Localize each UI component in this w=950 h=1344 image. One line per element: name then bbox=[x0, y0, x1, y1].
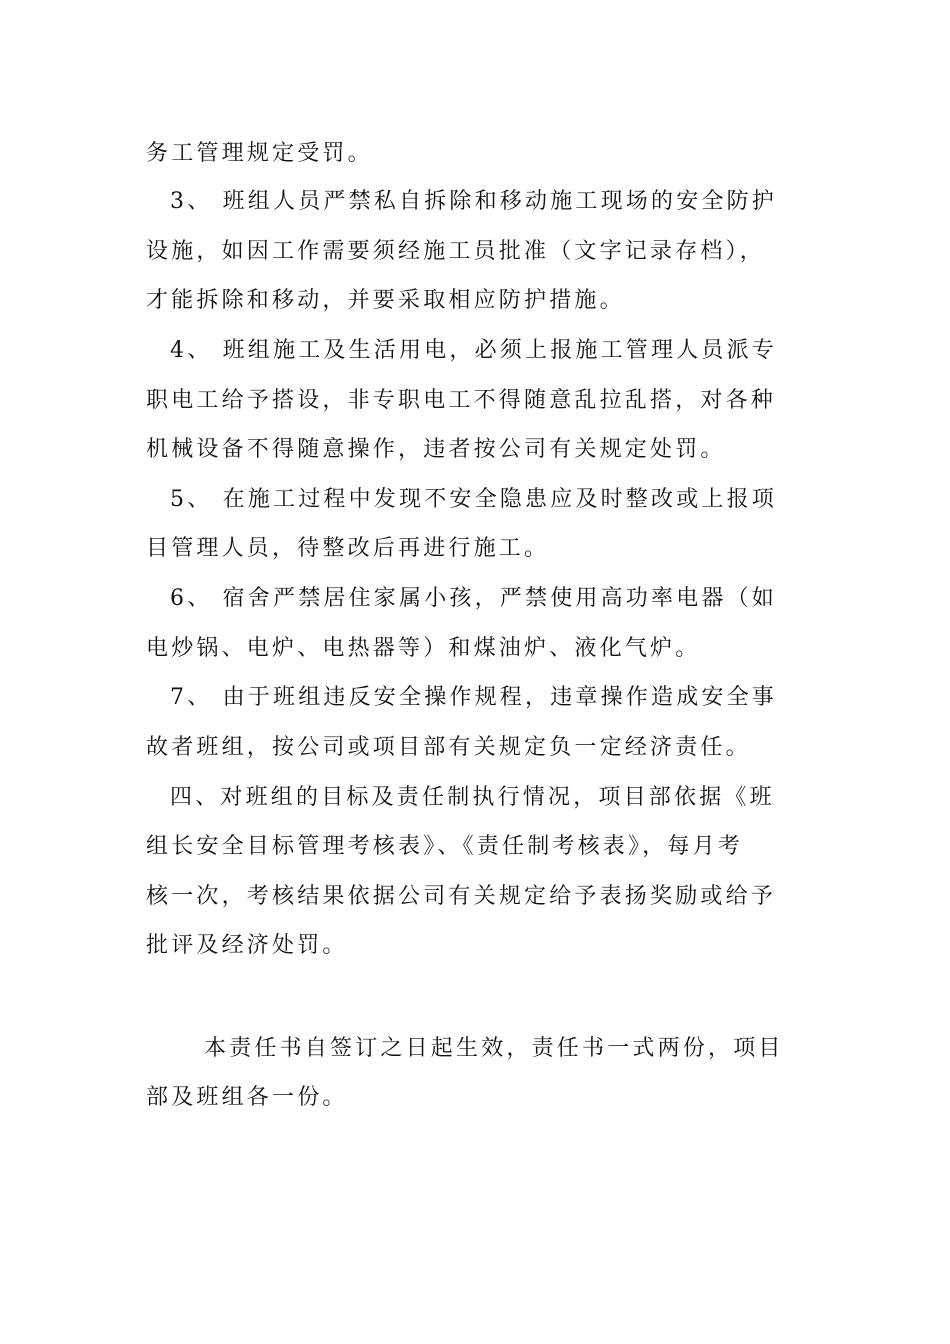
text-line: 4、 班组施工及生活用电，必须上报施工管理人员派专 bbox=[170, 338, 777, 363]
text-line: 批评及经济处罚。 bbox=[146, 933, 348, 958]
text-line: 核一次，考核结果依据公司有关规定给予表扬奖励或给予 bbox=[146, 884, 777, 909]
text-line: 部及班组各一份。 bbox=[146, 1085, 348, 1110]
text-line: 职电工给予搭设，非专职电工不得随意乱拉乱搭，对各种 bbox=[146, 388, 777, 413]
text-line: 本责任书自签订之日起生效，责任书一式两份，项目 bbox=[204, 1036, 784, 1061]
text-line: 机械设备不得随意操作，违者按公司有关规定处罚。 bbox=[146, 437, 726, 462]
text-line: 故者班组，按公司或项目部有关规定负一定经济责任。 bbox=[146, 735, 751, 760]
text-line: 务工管理规定受罚。 bbox=[146, 141, 373, 166]
text-line: 7、 由于班组违反安全操作规程，违章操作造成安全事 bbox=[170, 685, 777, 710]
text-line: 四、对班组的目标及责任制执行情况，项目部依据《班 bbox=[170, 785, 775, 810]
text-line: 3、 班组人员严禁私自拆除和移动施工现场的安全防护 bbox=[170, 189, 777, 214]
text-line: 组长安全目标管理考核表》、《责任制考核表》，每月考 bbox=[146, 834, 744, 859]
text-line: 6、 宿舍严禁居住家属小孩，严禁使用高功率电器（如 bbox=[170, 586, 777, 611]
text-line: 5、 在施工过程中发现不安全隐患应及时整改或上报项 bbox=[170, 487, 777, 512]
text-line: 设施，如因工作需要须经施工员批准（文字记录存档）， bbox=[146, 239, 766, 264]
text-line: 电炒锅、电炉、电热器等）和煤油炉、液化气炉。 bbox=[146, 636, 701, 661]
text-line: 才能拆除和移动，并要采取相应防护措施。 bbox=[146, 288, 625, 313]
text-line: 目管理人员，待整改后再进行施工。 bbox=[146, 536, 550, 561]
